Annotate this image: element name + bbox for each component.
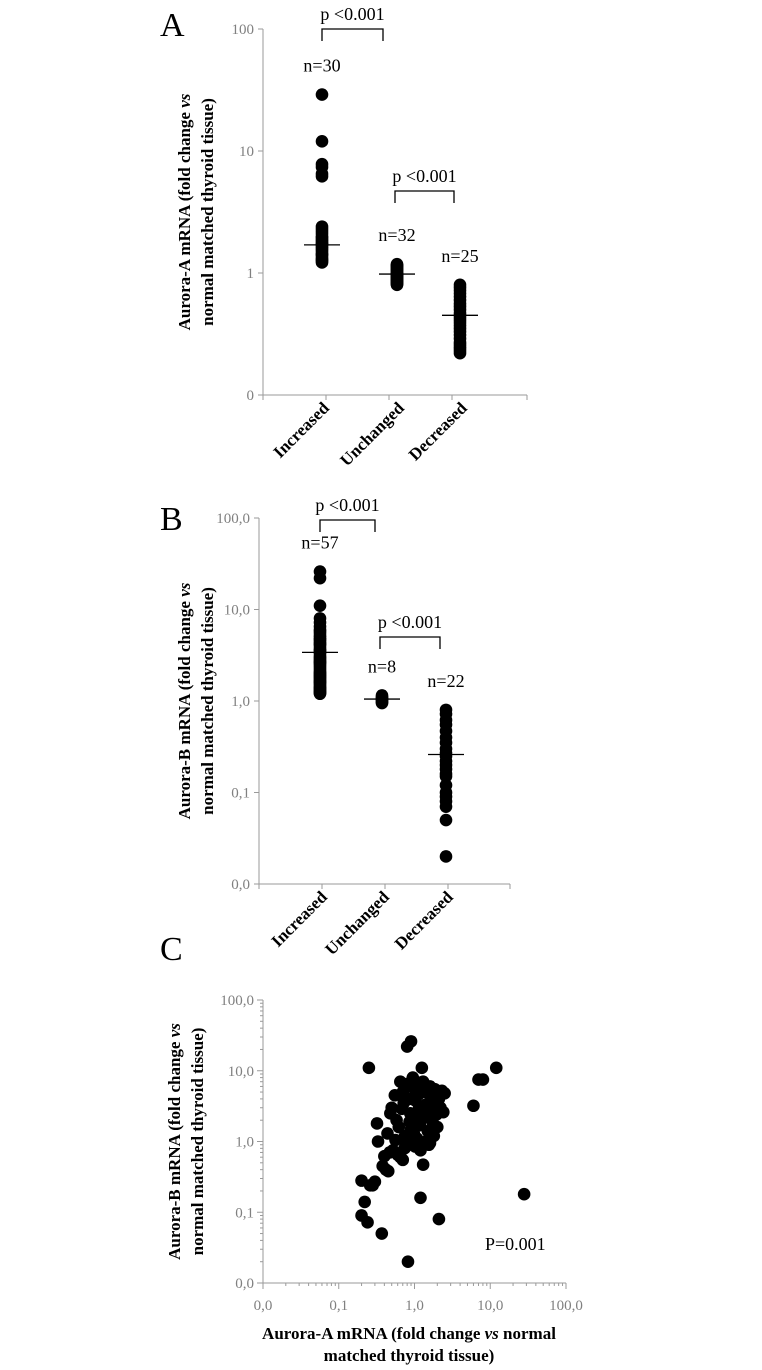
p-value-label: p <0.001 — [315, 495, 380, 515]
x-tick-label: 0,1 — [329, 1298, 349, 1314]
y-axis-label: Aurora-B mRNA (fold change vs — [175, 582, 194, 820]
count-label: n=57 — [301, 532, 339, 553]
y-tick-label: 0,1 — [235, 1205, 254, 1222]
data-point — [314, 599, 327, 612]
y-axis-label: Aurora-A mRNA (fold change vs — [175, 93, 194, 331]
data-point — [316, 88, 329, 101]
x-tick-label: 100,0 — [549, 1298, 583, 1314]
panel-b — [160, 495, 510, 959]
y-tick-label: 10,0 — [223, 602, 250, 619]
data-point — [409, 1140, 422, 1153]
x-tick-label: 0,0 — [253, 1298, 273, 1314]
count-label: n=32 — [378, 225, 416, 246]
data-point — [396, 1154, 409, 1167]
y-tick-label: 10,0 — [227, 1063, 254, 1080]
data-point — [375, 1227, 388, 1240]
data-point — [424, 1137, 437, 1150]
data-point — [396, 1102, 409, 1115]
x-tick-label: 1,0 — [405, 1298, 424, 1314]
data-point — [440, 800, 453, 813]
y-axis-label: normal matched thyroid tissue) — [198, 98, 217, 326]
category-label: Unchanged — [336, 398, 408, 470]
data-point — [391, 279, 404, 292]
data-point — [405, 1035, 418, 1048]
data-point — [398, 1142, 411, 1155]
panel-a — [160, 4, 527, 470]
y-tick-label: 1,0 — [231, 694, 250, 710]
p-value-label: p <0.001 — [377, 612, 443, 632]
p-value-label: p <0.001 — [392, 166, 457, 186]
data-point — [518, 1188, 531, 1201]
data-point — [316, 170, 329, 183]
count-label: n=22 — [427, 670, 465, 691]
data-point — [477, 1073, 490, 1086]
data-point — [314, 682, 327, 695]
data-point — [314, 638, 327, 651]
data-point — [402, 1255, 415, 1268]
data-point — [314, 625, 327, 638]
count-label: n=25 — [441, 245, 479, 266]
p-value-annotation: P=0.001 — [485, 1234, 546, 1254]
data-point — [437, 1106, 450, 1119]
data-point — [431, 1121, 444, 1134]
data-point — [440, 850, 453, 863]
category-label: Decreased — [404, 398, 471, 465]
panel-c — [160, 931, 583, 1365]
data-point — [440, 814, 453, 827]
data-point — [433, 1213, 446, 1226]
category-label: Unchanged — [321, 887, 393, 959]
x-axis-label: Aurora-A mRNA (fold change vs normal — [262, 1324, 556, 1343]
panel-letter: A — [160, 7, 185, 44]
count-label: n=8 — [367, 656, 397, 677]
data-point — [438, 1087, 451, 1100]
x-tick-label: 10,0 — [477, 1298, 504, 1314]
data-point — [454, 347, 467, 360]
data-point — [361, 1216, 374, 1229]
data-point — [467, 1099, 480, 1112]
y-tick-label: 0,0 — [235, 1276, 254, 1292]
comparison-bracket — [395, 191, 454, 203]
p-value-label: p <0.001 — [320, 4, 385, 24]
y-axis-label: normal matched thyroid tissue) — [188, 1027, 207, 1256]
comparison-bracket — [320, 520, 375, 532]
comparison-bracket — [380, 637, 440, 649]
data-point — [382, 1165, 395, 1178]
data-point — [416, 1062, 429, 1075]
data-point — [403, 1115, 416, 1128]
data-point — [414, 1192, 427, 1205]
data-point — [378, 1150, 391, 1163]
category-label: Increased — [267, 887, 331, 951]
panel-letter: B — [160, 501, 183, 538]
data-point — [415, 1106, 428, 1119]
x-axis-label: matched thyroid tissue) — [323, 1346, 495, 1365]
panel-letter: C — [160, 931, 183, 968]
y-tick-label: 100 — [231, 22, 254, 38]
y-axis-label: normal matched thyroid tissue) — [198, 587, 217, 815]
data-point — [316, 256, 329, 269]
category-label: Decreased — [390, 887, 457, 954]
category-label: Increased — [269, 398, 333, 462]
y-tick-label: 10 — [239, 144, 254, 160]
data-point — [363, 1062, 376, 1075]
y-tick-label: 0 — [246, 388, 254, 404]
data-point — [314, 572, 327, 585]
y-tick-label: 1,0 — [235, 1134, 254, 1151]
y-tick-label: 100,0 — [216, 511, 250, 527]
comparison-bracket — [322, 29, 383, 41]
y-tick-label: 0,1 — [231, 785, 250, 802]
data-point — [408, 1127, 421, 1140]
data-point — [366, 1179, 379, 1192]
data-point — [490, 1062, 503, 1075]
y-tick-label: 100,0 — [220, 993, 254, 1009]
data-point — [371, 1117, 384, 1130]
y-tick-label: 1 — [246, 266, 254, 282]
count-label: n=30 — [303, 55, 341, 76]
data-point — [316, 135, 329, 148]
y-axis-label: Aurora-B mRNA (fold change vs — [165, 1023, 184, 1260]
data-point — [358, 1196, 371, 1209]
y-tick-label: 0,0 — [231, 877, 250, 893]
data-point — [417, 1158, 430, 1171]
